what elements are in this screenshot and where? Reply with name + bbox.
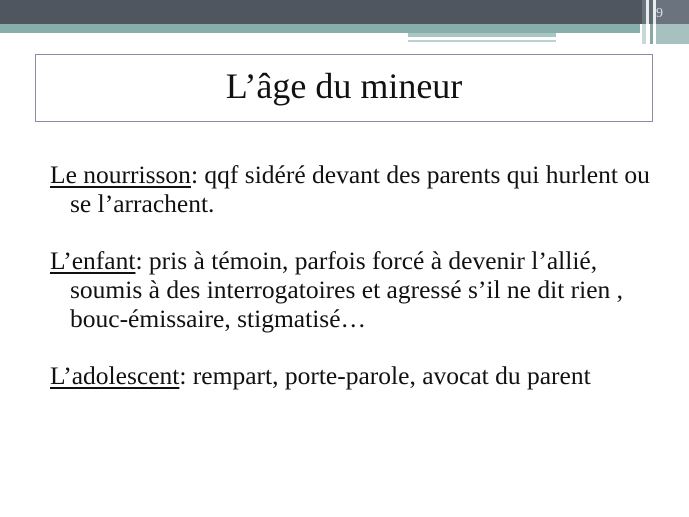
top-bar <box>0 0 689 24</box>
point-enfant <box>50 246 660 333</box>
point-text: : pris à témoin, parfois forcé à devenir l’allié, soumis à des interrogatoires et agressé s’il ne dit rien , bouc-émissaire, stigmatisé… <box>70 246 624 333</box>
point-term: Le nourrisson <box>50 160 191 189</box>
corner-decoration <box>642 0 689 44</box>
accent-band <box>0 24 640 33</box>
title-box <box>35 54 653 122</box>
point-term: L’adolescent <box>50 361 180 390</box>
accent-band-secondary <box>408 33 556 37</box>
point-text: : rempart, porte-parole, avocat du parent <box>179 361 591 390</box>
point-adolescent <box>50 361 660 390</box>
point-term: L’enfant <box>50 246 136 275</box>
slide-content <box>50 160 660 418</box>
slide-number: 9 <box>656 6 663 21</box>
slide-title: L’âge du mineur <box>225 66 463 106</box>
corner-decoration-top <box>642 0 689 24</box>
accent-line <box>408 40 556 42</box>
point-nourrisson <box>50 160 660 218</box>
point-text: : qqf sidéré devant des parents qui hurlent ou se l’arrachent. <box>70 160 650 218</box>
